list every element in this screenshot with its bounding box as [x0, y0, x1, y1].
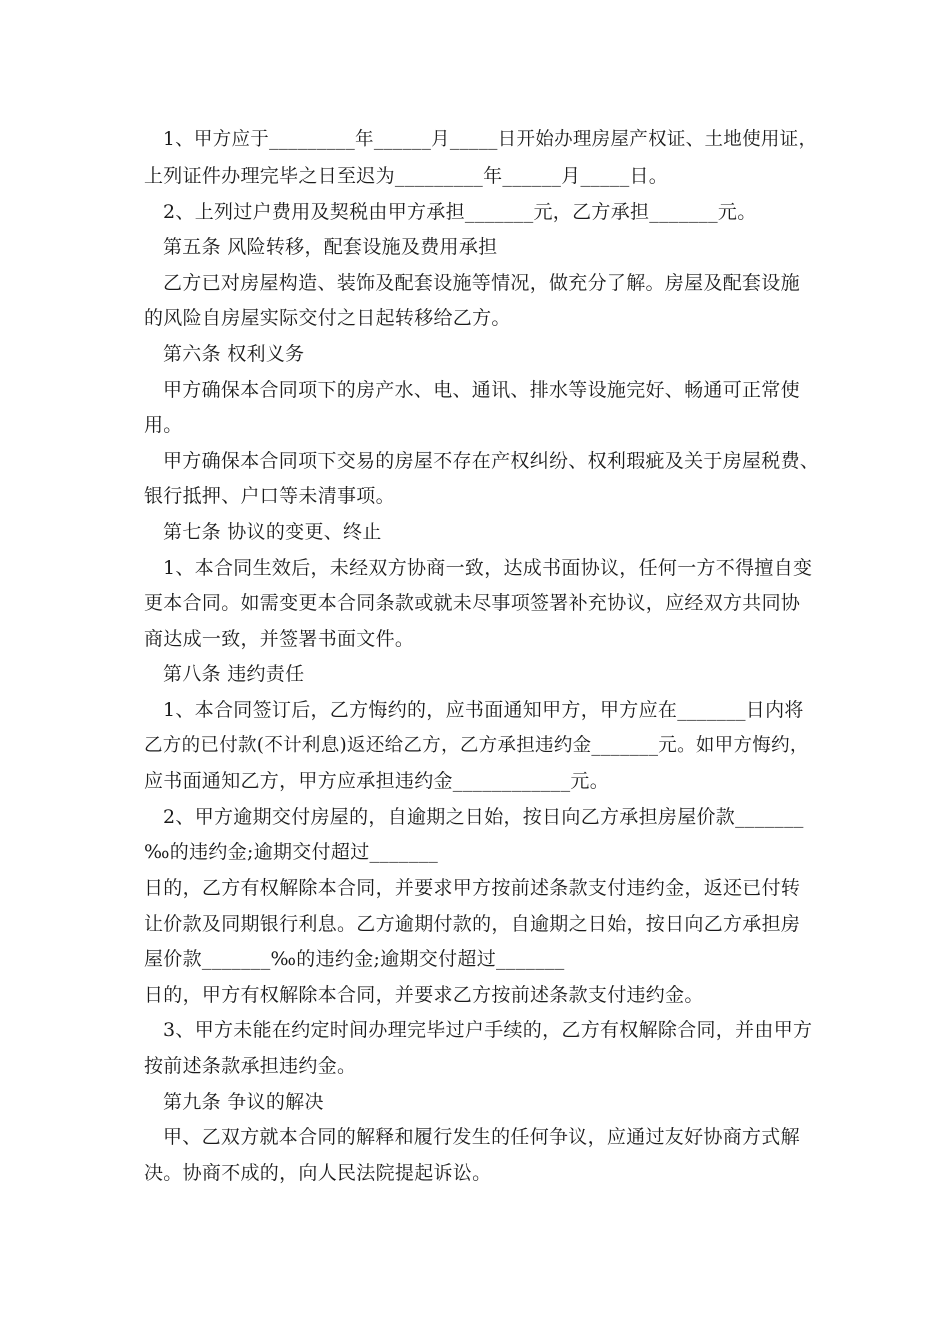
paragraph-line: 屋价款_______‰的违约金;逾期交付超过_______ — [144, 948, 565, 970]
paragraph-line: 甲、乙双方就本合同的解释和履行发生的任何争议，应通过友好协商方式解 — [163, 1126, 800, 1148]
paragraph-line: 商达成一致，并签署书面文件。 — [144, 628, 415, 650]
paragraph-line: 更本合同。如需变更本合同条款或就未尽事项签署补充协议，应经双方共同协 — [144, 592, 801, 614]
section-heading: 第六条 权利义务 — [163, 343, 305, 365]
paragraph-line: 决。协商不成的，向人民法院提起诉讼。 — [144, 1162, 492, 1184]
section-heading: 第九条 争议的解决 — [163, 1091, 324, 1113]
paragraph-line: 1、甲方应于_________年______月_____日开始办理房屋产权证、土地使用证， — [163, 129, 818, 150]
paragraph-line: 的风险自房屋实际交付之日起转移给乙方。 — [144, 307, 511, 329]
paragraph-line: 3、甲方未能在约定时间办理完毕过户手续的，乙方有权解除合同，并由甲方 — [163, 1019, 813, 1041]
paragraph-line: 甲方确保本合同项下的房产水、电、通讯、排水等设施完好、畅通可正常使 — [163, 379, 800, 401]
paragraph-line: 1、本合同签订后，乙方悔约的，应书面通知甲方，甲方应在_______日内将 — [163, 699, 804, 721]
paragraph-line: 让价款及同期银行利息。乙方逾期付款的，自逾期之日始，按日向乙方承担房 — [144, 913, 801, 935]
paragraph-line: 乙方已对房屋构造、装饰及配套设施等情况，做充分了解。房屋及配套设施 — [163, 272, 800, 294]
paragraph-line: 银行抵押、户口等未清事项。 — [144, 485, 395, 507]
section-heading: 第五条 风险转移，配套设施及费用承担 — [163, 236, 498, 258]
paragraph-line: 用。 — [144, 414, 183, 436]
paragraph-line: 上列证件办理完毕之日至迟为_________年______月_____日。 — [144, 165, 669, 187]
paragraph-line: 日的，乙方有权解除本合同，并要求甲方按前述条款支付违约金，返还已付转 — [144, 877, 801, 899]
paragraph-line: 2、甲方逾期交付房屋的，自逾期之日始，按日向乙方承担房屋价款_______ — [163, 806, 804, 828]
paragraph-line: 1、本合同生效后，未经双方协商一致，达成书面协议，任何一方不得擅自变 — [163, 557, 813, 579]
paragraph-line: 2、上列过户费用及契税由甲方承担_______元，乙方承担_______元。 — [163, 201, 757, 223]
section-heading: 第八条 违约责任 — [163, 663, 305, 685]
paragraph-line: 按前述条款承担违约金。 — [144, 1055, 357, 1077]
paragraph-line: 乙方的已付款(不计利息)返还给乙方，乙方承担违约金_______元。如甲方悔约， — [144, 735, 809, 756]
paragraph-line: ‰的违约金;逾期交付超过_______ — [144, 841, 439, 863]
section-heading: 第七条 协议的变更、终止 — [163, 521, 382, 543]
paragraph-line: 应书面通知乙方，甲方应承担违约金____________元。 — [144, 770, 610, 792]
paragraph-line: 甲方确保本合同项下交易的房屋不存在产权纠纷、权利瑕疵及关于房屋税费、 — [163, 450, 820, 472]
paragraph-line: 日的，甲方有权解除本合同，并要求乙方按前述条款支付违约金。 — [144, 984, 704, 1006]
